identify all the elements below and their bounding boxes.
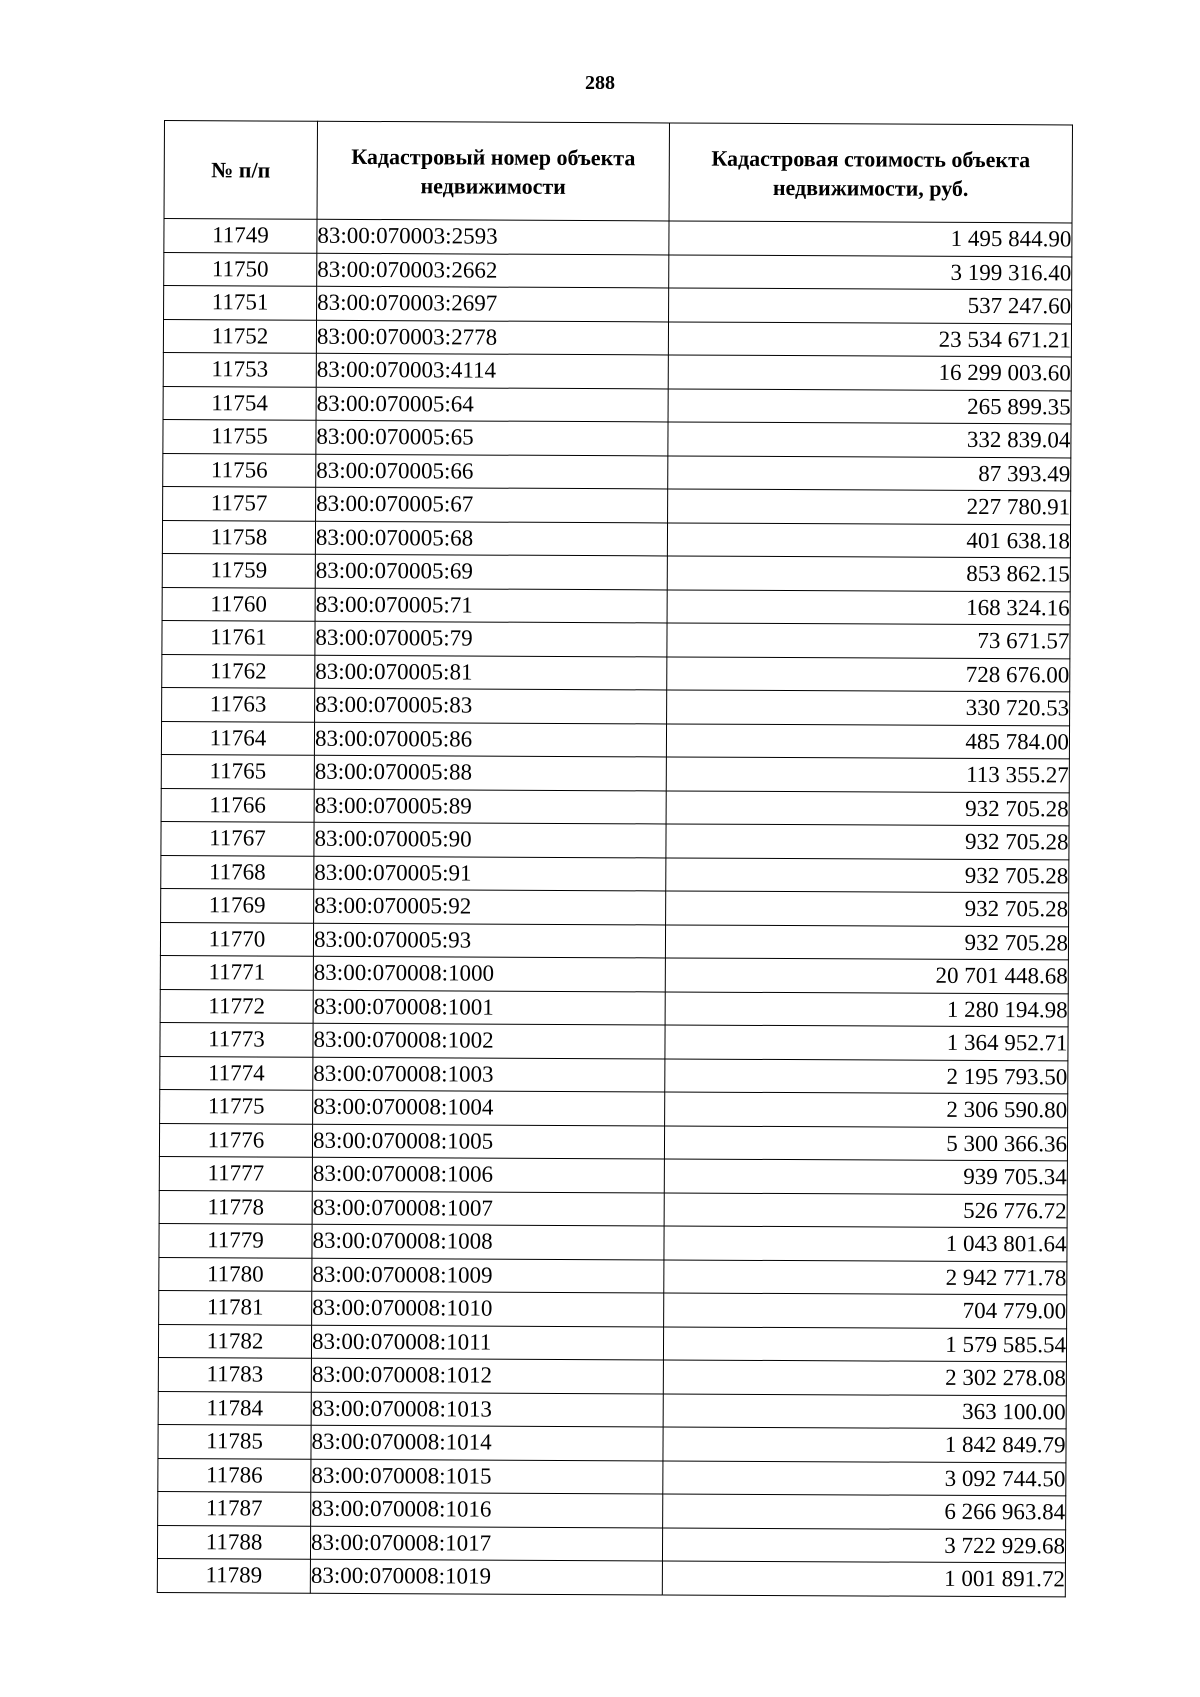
table-row [161,821,1069,859]
cell-cadastral-number: 83:00:070008:1010 [312,1291,664,1326]
cell-row-number: 11767 [161,821,314,855]
table-row [164,252,1072,290]
cell-cadastral-value: 485 784.00 [666,723,1069,758]
cell-cadastral-number: 83:00:070005:66 [316,454,668,489]
cell-row-number: 11750 [164,252,317,286]
cell-cadastral-number: 83:00:070005:92 [314,889,666,924]
cell-cadastral-number: 83:00:070008:1012 [311,1358,663,1393]
cell-cadastral-number: 83:00:070008:1016 [311,1492,663,1527]
cell-cadastral-value: 332 839.04 [668,422,1071,457]
cell-cadastral-value: 1 001 891.72 [662,1561,1065,1596]
cell-cadastral-number: 83:00:070005:79 [315,621,667,656]
cell-row-number: 11753 [163,352,316,386]
registry-table-container [157,120,1072,1597]
table-row [158,1391,1066,1429]
cell-row-number: 11778 [159,1190,312,1224]
cell-cadastral-value: 853 862.15 [667,556,1070,591]
cell-cadastral-value: 363 100.00 [663,1393,1066,1428]
cell-cadastral-value: 1 842 849.79 [663,1427,1066,1462]
table-row [164,286,1072,324]
cell-cadastral-number: 83:00:070003:2593 [317,219,669,254]
cell-row-number: 11788 [157,1525,310,1559]
cell-cadastral-number: 83:00:070008:1011 [311,1325,663,1360]
cell-row-number: 11757 [163,486,316,520]
cell-cadastral-number: 83:00:070005:67 [316,487,668,522]
cell-cadastral-value: 2 942 771.78 [664,1259,1067,1294]
cell-row-number: 11783 [158,1357,311,1391]
table-row [163,419,1071,457]
cell-cadastral-number: 83:00:070005:86 [314,722,666,757]
table-row [159,1257,1067,1295]
cell-row-number: 11781 [159,1290,312,1324]
page-number: 288 [585,72,615,94]
cell-row-number: 11774 [160,1056,313,1090]
cell-row-number: 11775 [160,1089,313,1123]
cell-row-number: 11787 [158,1491,311,1525]
cell-cadastral-value: 1 043 801.64 [664,1226,1067,1261]
cell-cadastral-number: 83:00:070008:1001 [313,990,665,1025]
table-row [160,922,1068,960]
table-row [162,587,1070,625]
cell-row-number: 11759 [162,553,315,587]
cell-cadastral-number: 83:00:070003:2662 [317,253,669,288]
table-row [162,553,1070,591]
header-cadastral-number: Кадастровый номер объекта недвижимости [317,121,669,221]
cell-row-number: 11749 [164,219,317,253]
cell-row-number: 11784 [158,1391,311,1425]
table-row [158,1324,1066,1362]
cell-cadastral-number: 83:00:070005:81 [315,655,667,690]
cell-row-number: 11752 [163,319,316,353]
table-row [161,754,1069,792]
cell-cadastral-value: 113 355.27 [666,757,1069,792]
table-row [162,520,1070,558]
cell-cadastral-value: 932 705.28 [666,824,1069,859]
cell-cadastral-number: 83:00:070008:1002 [313,1023,665,1058]
cell-cadastral-number: 83:00:070005:64 [316,387,668,422]
cell-cadastral-number: 83:00:070008:1004 [313,1090,665,1125]
cell-cadastral-number: 83:00:070005:90 [314,822,666,857]
cell-cadastral-value: 704 779.00 [664,1293,1067,1328]
cell-cadastral-number: 83:00:070003:2697 [317,286,669,321]
cell-cadastral-value: 168 324.16 [667,589,1070,624]
cell-cadastral-value: 3 722 929.68 [662,1527,1065,1562]
cell-row-number: 11772 [160,989,313,1023]
table-row [162,654,1070,692]
cell-row-number: 11786 [158,1458,311,1492]
cell-cadastral-value: 265 899.35 [668,388,1071,423]
table-row [160,1022,1068,1060]
cell-row-number: 11770 [160,922,313,956]
cell-cadastral-number: 83:00:070005:83 [315,688,667,723]
cell-row-number: 11782 [158,1324,311,1358]
cell-cadastral-number: 83:00:070008:1015 [311,1459,663,1494]
cell-row-number: 11785 [158,1424,311,1458]
cell-cadastral-number: 83:00:070008:1005 [312,1124,664,1159]
cell-cadastral-value: 2 302 278.08 [663,1360,1066,1395]
cell-cadastral-number: 83:00:070008:1003 [313,1057,665,1092]
cell-cadastral-value: 3 199 316.40 [669,254,1072,289]
table-row [157,1558,1065,1596]
table-row [161,788,1069,826]
cell-cadastral-number: 83:00:070008:1007 [312,1191,664,1226]
cell-cadastral-value: 87 393.49 [668,455,1071,490]
cell-cadastral-value: 728 676.00 [667,656,1070,691]
cell-row-number: 11773 [160,1022,313,1056]
table-row [160,1089,1068,1127]
cell-row-number: 11763 [162,687,315,721]
cell-cadastral-value: 932 705.28 [666,891,1069,926]
table-row [158,1491,1066,1529]
cell-cadastral-value: 932 705.28 [666,857,1069,892]
cell-cadastral-value: 73 671.57 [667,623,1070,658]
table-row [158,1458,1066,1496]
cell-cadastral-number: 83:00:070003:4114 [316,353,668,388]
table-row [158,1424,1066,1462]
table-header [164,121,1072,223]
cell-cadastral-value: 2 195 793.50 [665,1058,1068,1093]
table-row [161,721,1069,759]
cell-cadastral-value: 1 495 844.90 [669,221,1072,256]
table-row [160,1056,1068,1094]
cell-row-number: 11789 [157,1558,310,1592]
cell-row-number: 11771 [160,955,313,989]
cell-cadastral-number: 83:00:070003:2778 [316,320,668,355]
cell-row-number: 11776 [159,1123,312,1157]
cell-cadastral-value: 330 720.53 [667,690,1070,725]
cell-cadastral-value: 2 306 590.80 [665,1092,1068,1127]
header-row [164,121,1072,223]
cell-cadastral-number: 83:00:070008:1009 [312,1258,664,1293]
header-cadastral-value: Кадастровая стоимость объекта недвижимости, руб. [669,123,1072,223]
table-row [163,352,1071,390]
cell-cadastral-value: 5 300 366.36 [664,1125,1067,1160]
cell-row-number: 11779 [159,1223,312,1257]
cell-row-number: 11764 [161,721,314,755]
cell-cadastral-number: 83:00:070005:65 [316,420,668,455]
cell-row-number: 11765 [161,754,314,788]
table-row [158,1357,1066,1395]
cell-row-number: 11777 [159,1156,312,1190]
cell-cadastral-number: 83:00:070008:1014 [311,1425,663,1460]
table-row [159,1290,1067,1328]
cell-cadastral-value: 1 280 194.98 [665,991,1068,1026]
table-row [163,453,1071,491]
table-row [162,687,1070,725]
cell-row-number: 11754 [163,386,316,420]
header-row-number: № п/п [164,121,317,220]
table-body [157,219,1072,1597]
cell-row-number: 11768 [161,855,314,889]
cell-cadastral-value: 526 776.72 [664,1192,1067,1227]
cell-cadastral-value: 6 266 963.84 [663,1494,1066,1529]
cell-row-number: 11780 [159,1257,312,1291]
cell-cadastral-number: 83:00:070005:68 [315,521,667,556]
cell-row-number: 11755 [163,419,316,453]
cell-cadastral-value: 20 701 448.68 [665,958,1068,993]
cell-cadastral-value: 537 247.60 [669,288,1072,323]
cell-cadastral-number: 83:00:070005:88 [314,755,666,790]
cell-row-number: 11761 [162,620,315,654]
table-row [160,955,1068,993]
table-row [159,1123,1067,1161]
cell-cadastral-value: 1 364 952.71 [665,1025,1068,1060]
table-row [164,219,1072,257]
cell-cadastral-number: 83:00:070008:1006 [312,1157,664,1192]
table-row [163,486,1071,524]
cell-cadastral-number: 83:00:070005:91 [314,856,666,891]
cell-cadastral-number: 83:00:070008:1000 [313,956,665,991]
cell-cadastral-value: 401 638.18 [667,522,1070,557]
cell-cadastral-value: 939 705.34 [664,1159,1067,1194]
table-row [161,855,1069,893]
cell-row-number: 11766 [161,788,314,822]
table-row [159,1223,1067,1261]
cell-cadastral-number: 83:00:070005:71 [315,588,667,623]
cell-cadastral-value: 23 534 671.21 [668,321,1071,356]
cell-cadastral-number: 83:00:070008:1008 [312,1224,664,1259]
table-row [160,989,1068,1027]
cell-cadastral-value: 3 092 744.50 [663,1460,1066,1495]
cadastral-value-table [157,120,1073,1597]
cell-row-number: 11751 [164,286,317,320]
cell-cadastral-value: 1 579 585.54 [663,1326,1066,1361]
cell-row-number: 11760 [162,587,315,621]
cell-cadastral-value: 932 705.28 [666,790,1069,825]
cell-cadastral-value: 16 299 003.60 [668,355,1071,390]
cell-row-number: 11769 [161,888,314,922]
cell-cadastral-number: 83:00:070005:93 [313,923,665,958]
table-row [159,1190,1067,1228]
table-row [162,620,1070,658]
cell-cadastral-number: 83:00:070008:1019 [310,1559,662,1594]
cell-row-number: 11758 [162,520,315,554]
table-row [159,1156,1067,1194]
table-row [163,386,1071,424]
cell-cadastral-number: 83:00:070008:1013 [311,1392,663,1427]
table-row [163,319,1071,357]
table-row [157,1525,1065,1563]
cell-row-number: 11756 [163,453,316,487]
cell-cadastral-number: 83:00:070008:1017 [310,1526,662,1561]
cell-row-number: 11762 [162,654,315,688]
cell-cadastral-value: 227 780.91 [668,489,1071,524]
cell-cadastral-number: 83:00:070005:89 [314,789,666,824]
table-row [161,888,1069,926]
cell-cadastral-number: 83:00:070005:69 [315,554,667,589]
cell-cadastral-value: 932 705.28 [665,924,1068,959]
